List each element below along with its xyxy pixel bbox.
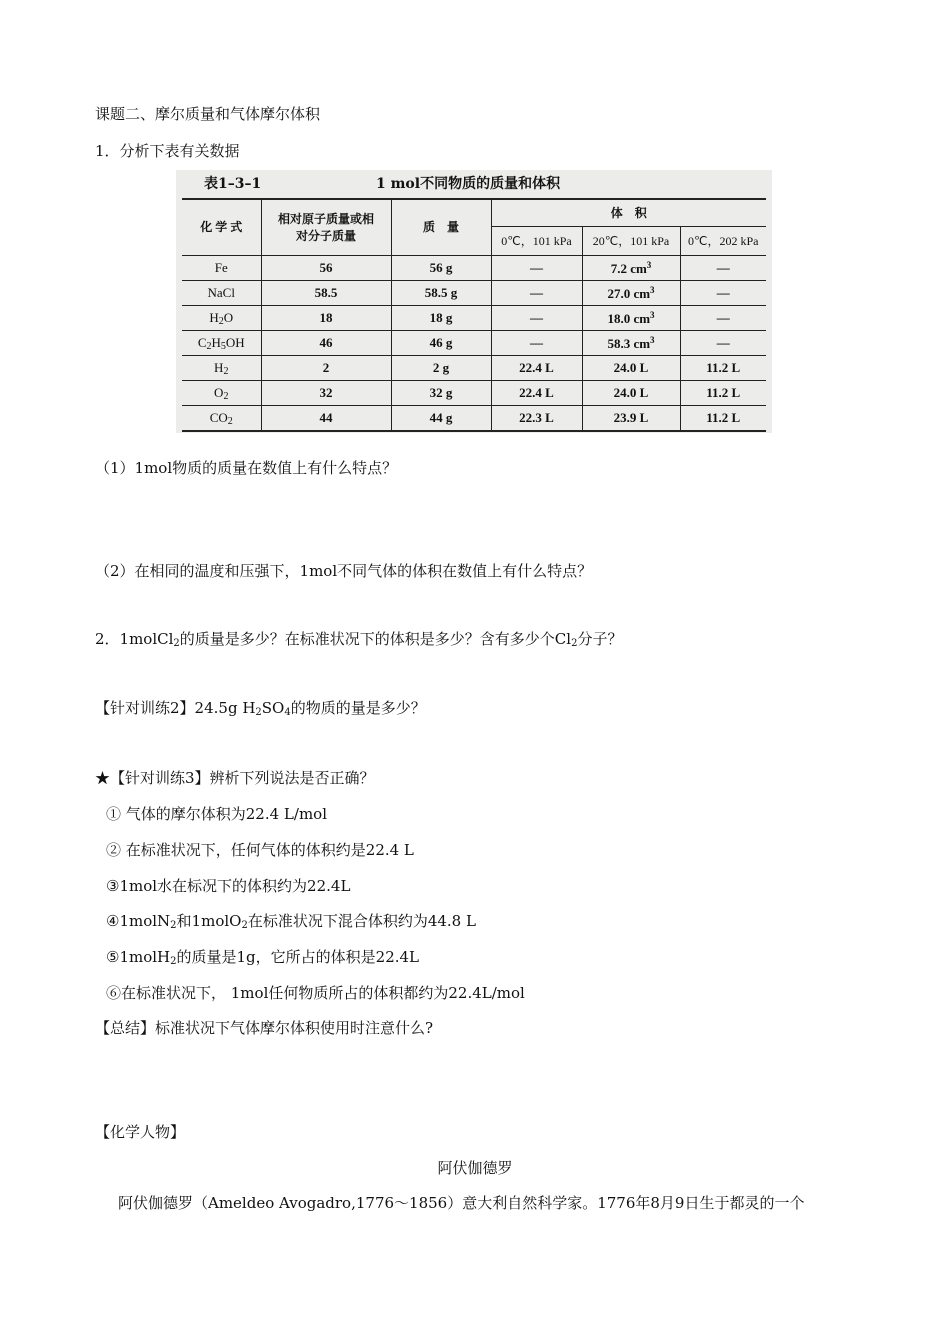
volume-cell-2: 23.9 L [582, 406, 680, 432]
volume-cell-1: — [491, 281, 582, 306]
training-3: ★【针对训练3】辨析下列说法是否正确？ [95, 769, 375, 787]
header-condition-1: 0℃，101 kPa [491, 227, 582, 256]
statement-5: ⑤1molH$_2$的质量是1g，它所占的体积是22.4L [106, 948, 420, 967]
volume-cell-3: — [680, 256, 766, 281]
sub-question-1: （1）1mol物质的质量在数值上有什么特点？ [95, 459, 398, 477]
lesson-title: 课题二、摩尔质量和气体摩尔体积 [95, 105, 321, 123]
table-label: 表1–3–1 [204, 176, 262, 192]
table-title: 1 mol不同物质的质量和体积 [376, 176, 561, 192]
volume-cell-1: — [491, 256, 582, 281]
section-chemistry-figures: 【化学人物】 [95, 1123, 186, 1141]
header-formula: 化 学 式 [182, 199, 261, 256]
header-mass: 质 量 [391, 199, 491, 256]
formula-cell: $H_2O$ [182, 306, 261, 331]
formula-cell: $CO_2$ [182, 406, 261, 432]
table-row [182, 281, 766, 306]
volume-cell-2: 27.0 $cm^3$ [582, 281, 680, 306]
relmass-cell: 46 [261, 331, 391, 356]
volume-cell-1: 22.3 L [491, 406, 582, 432]
mass-cell: 56 g [391, 256, 491, 281]
volume-cell-2: 24.0 L [582, 381, 680, 406]
formula-cell: $O_2$ [182, 381, 261, 406]
header-condition-3: 0℃，202 kPa [680, 227, 766, 256]
table-row [182, 256, 766, 281]
volume-cell-1: — [491, 306, 582, 331]
mass-cell: 18 g [391, 306, 491, 331]
data-table-figure [176, 170, 772, 433]
header-relative-mass: 相对原子质量或相对分子质量 [261, 199, 391, 256]
volume-cell-3: — [680, 306, 766, 331]
table-row [182, 406, 766, 432]
table-row [182, 356, 766, 381]
header-volume: 体 积 [491, 199, 766, 227]
volume-cell-2: 24.0 L [582, 356, 680, 381]
volume-cell-2: 18.0 $cm^3$ [582, 306, 680, 331]
volume-cell-3: 11.2 L [680, 406, 766, 432]
training-2: 【针对训练2】24.5g $H_2SO_4$的物质的量是多少？ [95, 699, 426, 718]
relmass-cell: 44 [261, 406, 391, 432]
relmass-cell: 56 [261, 256, 391, 281]
volume-cell-3: 11.2 L [680, 381, 766, 406]
volume-cell-1: 22.4 L [491, 356, 582, 381]
volume-cell-1: — [491, 331, 582, 356]
person-title: 阿伏伽德罗 [437, 1159, 513, 1177]
header-condition-2: 20℃，101 kPa [582, 227, 680, 256]
relmass-cell: 2 [261, 356, 391, 381]
relmass-cell: 32 [261, 381, 391, 406]
statement-3: ③1mol水在标况下的体积约为22.4L [106, 877, 351, 895]
volume-cell-3: — [680, 281, 766, 306]
volume-cell-2: 7.2 $cm^3$ [582, 256, 680, 281]
mass-cell: 32 g [391, 381, 491, 406]
statement-2: ② 在标准状况下，任何气体的体积约是22.4 L [106, 841, 414, 859]
volume-cell-3: 11.2 L [680, 356, 766, 381]
formula-cell: NaCl [182, 281, 261, 306]
question-2: 2．1molCl$_2$的质量是多少？在标准状况下的体积是多少？含有多少个$Cl_2$分子？ [95, 630, 623, 649]
mass-cell: 58.5 g [391, 281, 491, 306]
relmass-cell: 58.5 [261, 281, 391, 306]
formula-cell: $H_2$ [182, 356, 261, 381]
table-row [182, 381, 766, 406]
formula-cell: $C_2H_5OH$ [182, 331, 261, 356]
table-row [182, 306, 766, 331]
volume-cell-3: — [680, 331, 766, 356]
formula-cell: Fe [182, 256, 261, 281]
statement-1: ① 气体的摩尔体积为22.4 L/mol [106, 805, 328, 823]
mass-cell: 2 g [391, 356, 491, 381]
volume-cell-2: 58.3 $cm^3$ [582, 331, 680, 356]
relmass-cell: 18 [261, 306, 391, 331]
mass-volume-table [182, 198, 766, 432]
statement-6: ⑥在标准状况下， 1mol任何物质所占的体积都约为22.4L/mol [106, 984, 525, 1002]
table-caption [176, 170, 772, 194]
table-row [182, 331, 766, 356]
person-paragraph: 阿伏伽德罗（Ameldeo Avogadro,1776～1856）意大利自然科学家。1776年8月9日生于都灵的一个 [118, 1194, 805, 1212]
mass-cell: 44 g [391, 406, 491, 432]
mass-cell: 46 g [391, 331, 491, 356]
volume-cell-1: 22.4 L [491, 381, 582, 406]
sub-question-2: （2）在相同的温度和压强下，1mol不同气体的体积在数值上有什么特点？ [95, 562, 593, 580]
summary: 【总结】标准状况下气体摩尔体积使用时注意什么? [95, 1019, 434, 1037]
statement-4: ④1molN$_2$和1molO$_2$在标准状况下混合体积约为44.8 L [106, 912, 476, 931]
question-1: 1．分析下表有关数据 [95, 142, 240, 160]
